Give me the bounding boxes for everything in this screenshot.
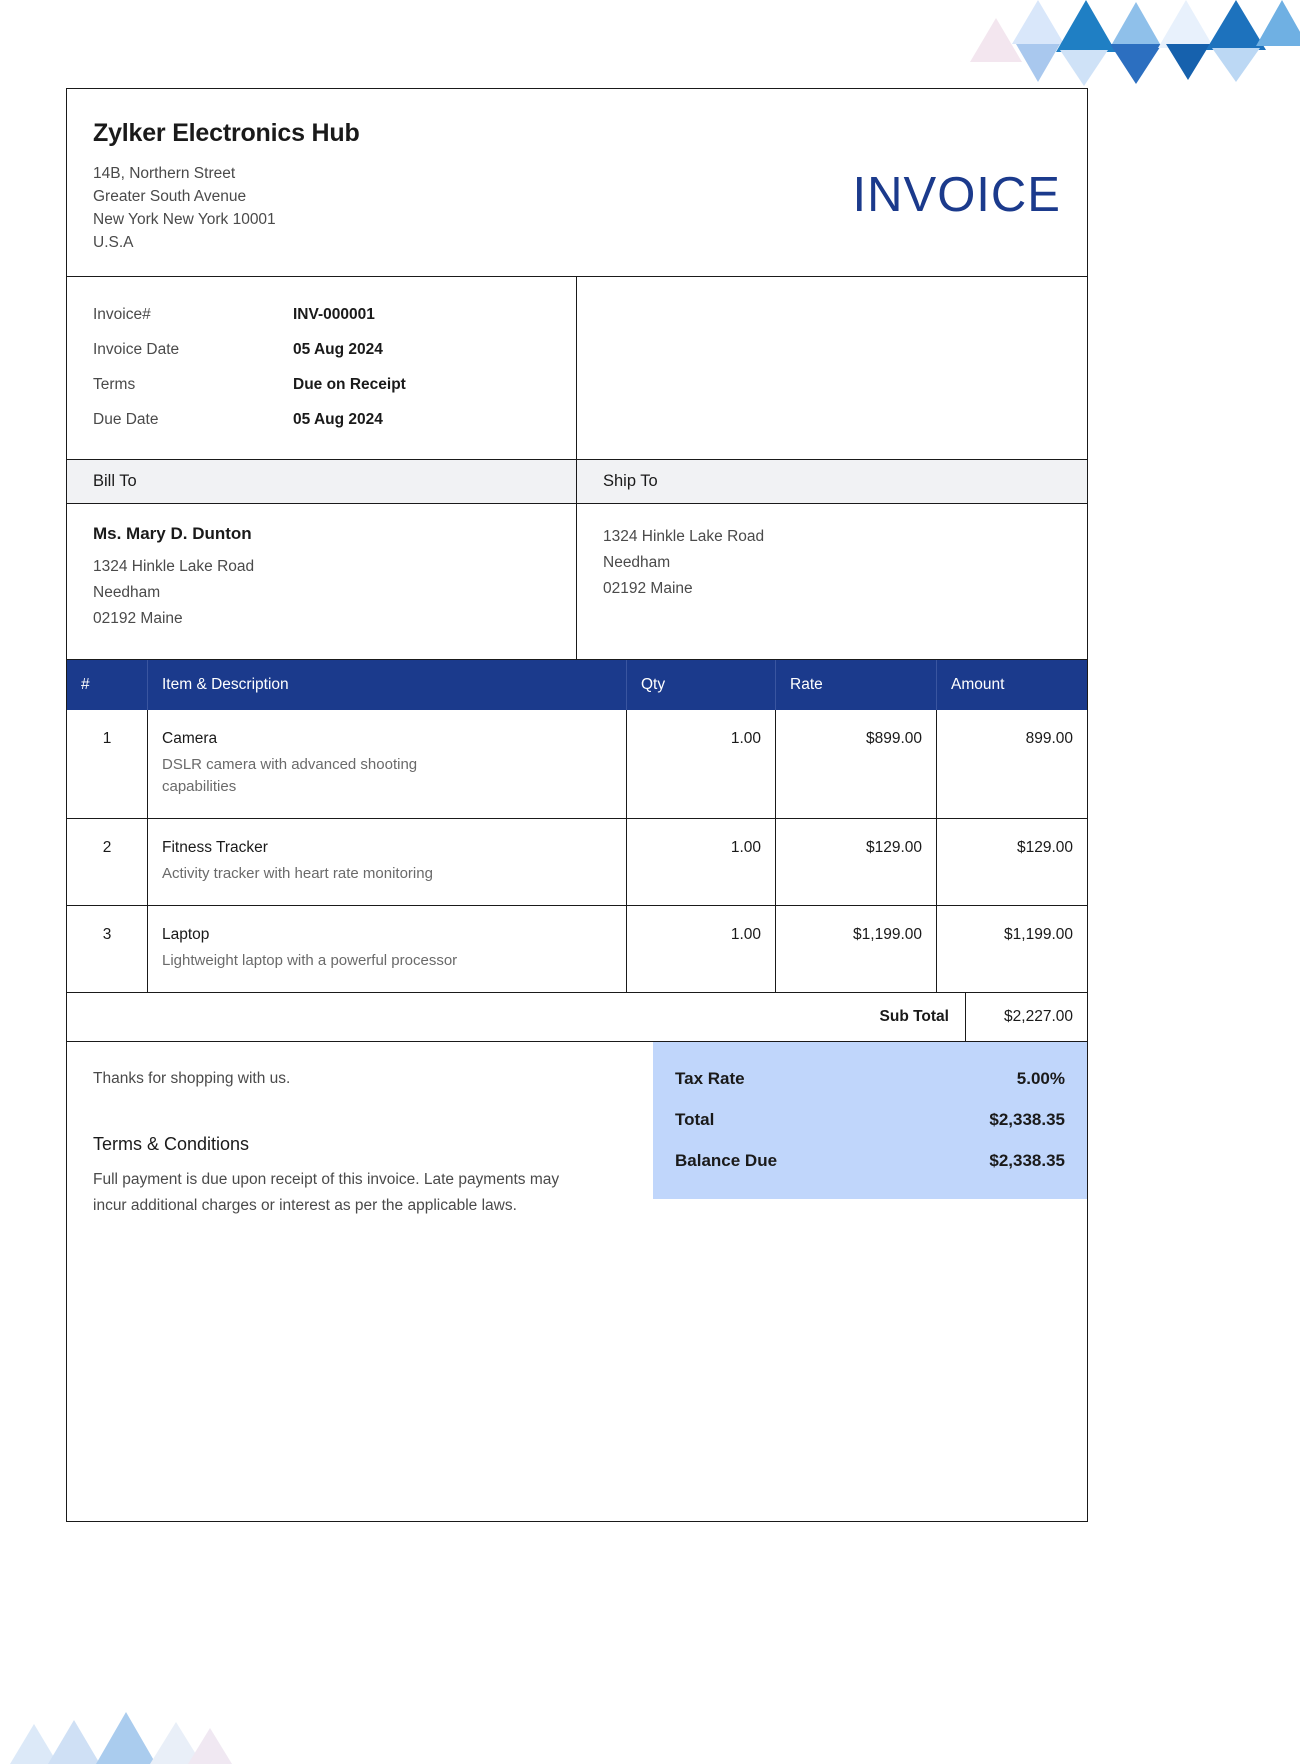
invoice-meta-fields (67, 277, 577, 459)
totals-panel (653, 1042, 1087, 1199)
meta-row-due-date (93, 402, 550, 437)
row-rate: $899.00 (776, 710, 937, 819)
row-number: 3 (67, 906, 148, 993)
item-name: Camera (162, 730, 218, 747)
row-item (148, 819, 627, 906)
table-row (67, 710, 1087, 819)
meta-label: Terms (93, 376, 136, 393)
column-header-number: # (67, 660, 148, 710)
ship-to-block (577, 504, 1087, 659)
totals-row-total (675, 1099, 1065, 1140)
subtotal-row (67, 993, 1087, 1042)
row-item (148, 906, 627, 993)
row-qty: 1.00 (627, 819, 776, 906)
company-address-line-1: 14B, Northern Street (93, 165, 236, 182)
column-header-qty: Qty (627, 660, 776, 710)
party-bodies (67, 504, 1087, 660)
meta-value: Due on Receipt (293, 376, 406, 393)
subtotal-value: $2,227.00 (965, 993, 1087, 1041)
item-name: Fitness Tracker (162, 839, 268, 856)
ship-to-address-line-2: Needham (603, 554, 671, 571)
line-items-header (67, 660, 1087, 710)
balance-due-label: Balance Due (675, 1151, 778, 1170)
bill-to-address-line-2: Needham (93, 584, 161, 601)
table-header-row (67, 660, 1087, 710)
row-amount: $129.00 (937, 819, 1088, 906)
column-header-rate: Rate (776, 660, 937, 710)
bill-to-address-line-3: 02192 Maine (93, 610, 183, 627)
ship-to-address-line-3: 02192 Maine (603, 580, 693, 597)
total-label: Total (675, 1110, 715, 1129)
totals-row-tax-rate (675, 1058, 1065, 1099)
decorative-triangles-top-right (960, 0, 1300, 90)
line-items-table (67, 660, 1087, 993)
row-qty: 1.00 (627, 710, 776, 819)
line-items-body (67, 710, 1087, 993)
totals-row-balance-due (675, 1140, 1065, 1181)
bill-to-heading: Bill To (67, 460, 577, 503)
bill-to-address-line-1: 1324 Hinkle Lake Road (93, 558, 255, 575)
meta-label: Invoice# (93, 306, 151, 323)
terms-title: Terms & Conditions (93, 1134, 250, 1154)
row-number: 1 (67, 710, 148, 819)
invoice-meta (67, 277, 1087, 460)
row-item (148, 710, 627, 819)
row-number: 2 (67, 819, 148, 906)
meta-value: 05 Aug 2024 (293, 411, 383, 428)
meta-row-invoice-date (93, 332, 550, 367)
ship-to-address-line-1: 1324 Hinkle Lake Road (603, 528, 765, 545)
invoice-meta-blank (577, 277, 1087, 459)
terms-body: Full payment is due upon receipt of this invoice. Late payments may incur additional charges or interest as per the applicable laws. (93, 1171, 560, 1214)
party-headings (67, 460, 1087, 504)
tax-rate-label: Tax Rate (675, 1069, 745, 1088)
notes-block (93, 1070, 593, 1219)
meta-row-terms (93, 367, 550, 402)
total-value: $2,338.35 (989, 1110, 1065, 1129)
company-address-line-2: Greater South Avenue (93, 188, 247, 205)
row-amount: $1,199.00 (937, 906, 1088, 993)
table-row (67, 906, 1087, 993)
document-title: INVOICE (852, 168, 1061, 222)
row-rate: $1,199.00 (776, 906, 937, 993)
meta-value: INV-000001 (293, 306, 375, 323)
balance-due-value: $2,338.35 (989, 1151, 1065, 1170)
item-description: Activity tracker with heart rate monitoring (162, 865, 433, 882)
ship-to-heading: Ship To (603, 472, 658, 490)
column-header-amount: Amount (937, 660, 1088, 710)
company-address-line-4: U.S.A (93, 234, 134, 251)
tax-rate-value: 5.00% (1016, 1069, 1065, 1088)
item-description: Lightweight laptop with a powerful processor (162, 952, 458, 969)
meta-label: Due Date (93, 411, 159, 428)
row-qty: 1.00 (627, 906, 776, 993)
item-description: DSLR camera with advanced shooting capabilities (162, 756, 418, 795)
column-header-item-description: Item & Description (148, 660, 627, 710)
invoice-footer (67, 1042, 1087, 1490)
meta-row-invoice-number (93, 297, 550, 332)
thank-you-note: Thanks for shopping with us. (93, 1070, 291, 1087)
bill-to-block (67, 504, 577, 659)
company-address-line-3: New York New York 10001 (93, 211, 276, 228)
decorative-triangles-bottom-left (0, 1684, 300, 1764)
invoice-header (67, 89, 1087, 277)
table-row (67, 819, 1087, 906)
meta-value: 05 Aug 2024 (293, 341, 383, 358)
item-name: Laptop (162, 926, 210, 943)
meta-label: Invoice Date (93, 341, 180, 358)
row-rate: $129.00 (776, 819, 937, 906)
row-amount: 899.00 (937, 710, 1088, 819)
subtotal-label: Sub Total (879, 1008, 949, 1025)
invoice-sheet (66, 88, 1088, 1522)
company-name: Zylker Electronics Hub (93, 119, 360, 147)
bill-to-name: Ms. Mary D. Dunton (93, 524, 252, 543)
